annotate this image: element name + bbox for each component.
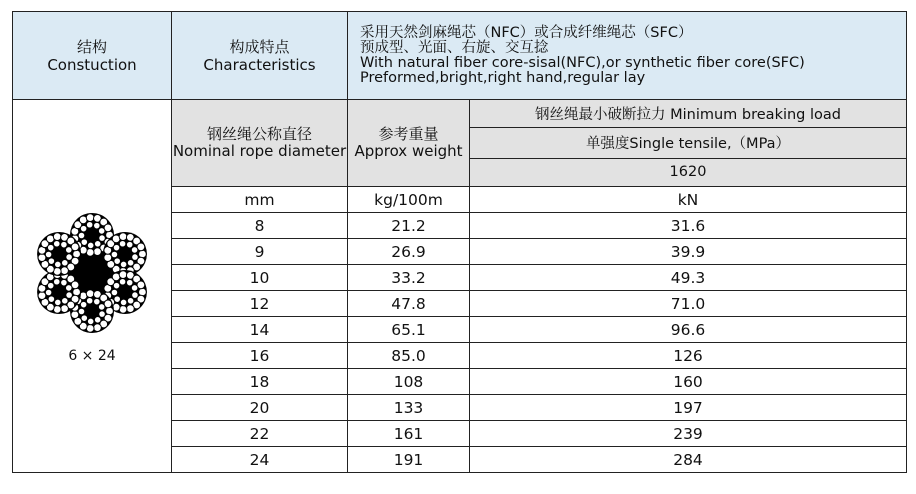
load-value: 284 [470,447,907,473]
weight-value: 161 [348,421,470,447]
diameter-value: 16 [172,343,348,369]
load-value: 239 [470,421,907,447]
diameter-value: 24 [172,447,348,473]
header-row [13,12,907,100]
load-value: 160 [470,369,907,395]
features-line-1: 采用天然剑麻绳芯（NFC）或合成纤维绳芯（SFC） [360,24,693,41]
weight-value: 65.1 [348,317,470,343]
load-value: 49.3 [470,265,907,291]
breaking-load-header: 钢丝绳最小破断拉力 Minimum breaking load [470,100,907,128]
load-value: 96.6 [470,317,907,343]
rope-cross-section-icon [27,208,157,338]
weight-value: 21.2 [348,213,470,239]
tensile-header: 单强度Single tensile,（MPa） [470,128,907,158]
weight-value: 133 [348,395,470,421]
weight-header-cn: 参考重量 [378,125,439,143]
load-value: 71.0 [470,291,907,317]
weight-value: 47.8 [348,291,470,317]
weight-value: 33.2 [348,265,470,291]
features-line-4: Preformed,bright,right hand,regular lay [360,69,646,86]
weight-header [348,100,470,187]
features-line-3: With natural fiber core-sisal(NFC),or synthetic fiber core(SFC) [360,54,805,71]
column-header-row [13,100,907,128]
rope-spec-table [12,11,907,473]
unit-diameter: mm [172,187,348,213]
structure-header-cell [13,12,172,100]
weight-value: 26.9 [348,239,470,265]
spec-sheet [12,11,906,478]
load-value: 126 [470,343,907,369]
weight-header-en: Approx weight [354,142,463,160]
load-value: 39.9 [470,239,907,265]
unit-load: kN [470,187,907,213]
structure-label: 6 × 24 [68,348,116,364]
load-value: 31.6 [470,213,907,239]
load-value: 197 [470,395,907,421]
diameter-header-en: Nominal rope diameter [172,142,347,160]
diameter-value: 14 [172,317,348,343]
weight-value: 191 [348,447,470,473]
structure-header-en: Constuction [47,55,137,74]
features-cell [348,12,907,100]
weight-value: 108 [348,369,470,395]
diameter-value: 12 [172,291,348,317]
characteristics-header-cn: 构成特点 [229,37,290,56]
structure-header-cn: 结构 [76,37,107,56]
tensile-value: 1620 [470,158,907,186]
diameter-value: 20 [172,395,348,421]
structure-image-cell [13,100,172,473]
diameter-value: 8 [172,213,348,239]
characteristics-header-cell [172,12,348,100]
diameter-value: 10 [172,265,348,291]
diameter-header-cn: 钢丝绳公称直径 [206,125,312,143]
diameter-value: 22 [172,421,348,447]
weight-value: 85.0 [348,343,470,369]
diameter-header [172,100,348,187]
characteristics-header-en: Characteristics [203,55,316,74]
diameter-value: 9 [172,239,348,265]
diameter-value: 18 [172,369,348,395]
unit-weight: kg/100m [348,187,470,213]
features-line-2: 预成型、光面、右旋、交互捻 [360,39,549,56]
